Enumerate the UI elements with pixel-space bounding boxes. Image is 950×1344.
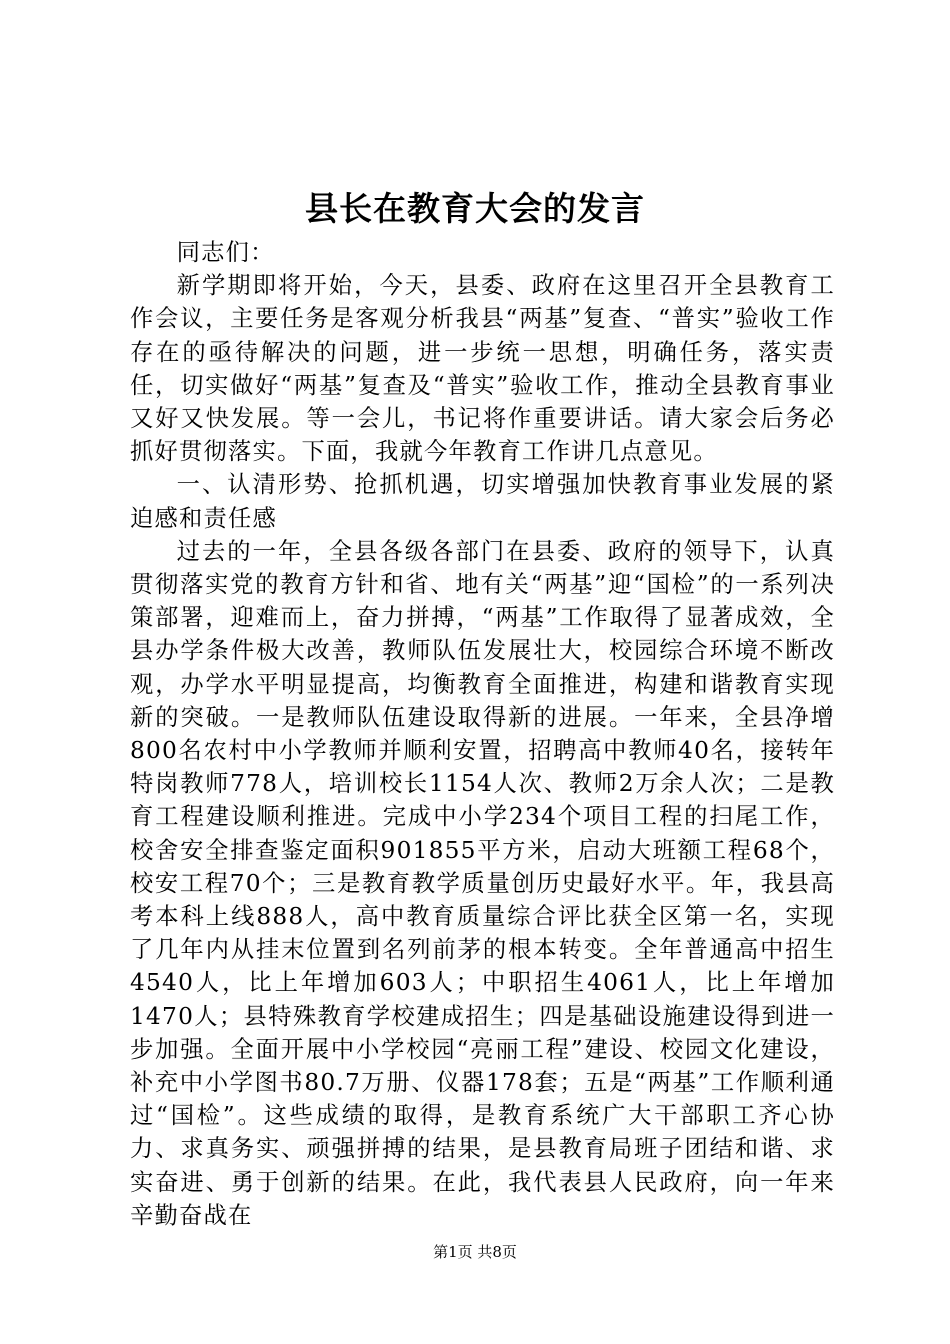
page-number-footer: 第1页 共8页 <box>433 1243 517 1261</box>
achievements-paragraph: 过去的一年，全县各级各部门在县委、政府的领导下，认真贯彻落实党的教育方针和省、地有关“两基”迎“国检”的一系列决策部署，迎难而上，奋力拼搏，“两基”工作取得了显著成效，全县办学条件极大改善，教师队伍发展壮大，校园综合环境不断改观，办学水平明显提高，均衡教育全面推进，构建和谐教育实现新的突破。一是教师队伍建设取得新的进展。一年来，全县净增800名农村中小学教师并顺利安置，招聘高中教师40名，接转年特岗教师778人，培训校长1154人次、教师2万余人次；二是教育工程建设顺利推进。完成中小学234个项目工程的扫尾工作，校舍安全排查鉴定面积901855平方米，启动大班额工程68个，校安工程70个；三是教育教学质量创历史最好水平。年，我县高考本科上线888人，高中教育质量综合评比获全区第一名，实现了几年内从挂末位置到名列前茅的根本转变。全年普通高中招生4540人，比上年增加603人；中职招生4061人，比上年增加1470人；县特殊教育学校建成招生；四是基础设施建设得到进一步加强。全面开展中小学校园“亮丽工程”建设、校园文化建设，补充中小学图书80.7万册、仪器178套；五是“两基”工作顺利通过“国检”。这些成绩的取得，是教育系统广大干部职工齐心协力、求真务实、顽强拼搏的结果，是县教育局班子团结和谐、求实奋进、勇于创新的结果。在此，我代表县人民政府，向一年来辛勤奋战在 <box>130 537 835 1229</box>
intro-paragraph: 新学期即将开始，今天，县委、政府在这里召开全县教育工作会议，主要任务是客观分析我县“两基”复查、“普实”验收工作存在的亟待解决的问题，进一步统一思想，明确任务，落实责任，切实做好“两基”复查及“普实”验收工作，推动全县教育事业又好又快发展。等一会儿，书记将作重要讲话。请大家会后务必抓好贯彻落实。下面，我就今年教育工作讲几点意见。 <box>130 272 835 466</box>
document-body <box>130 236 835 1232</box>
document-title: 县长在教育大会的发言 <box>305 189 645 228</box>
section-heading-paragraph: 一、认清形势、抢抓机遇，切实增强加快教育事业发展的紧迫感和责任感 <box>130 471 835 532</box>
salutation-paragraph: 同志们： <box>176 239 275 266</box>
